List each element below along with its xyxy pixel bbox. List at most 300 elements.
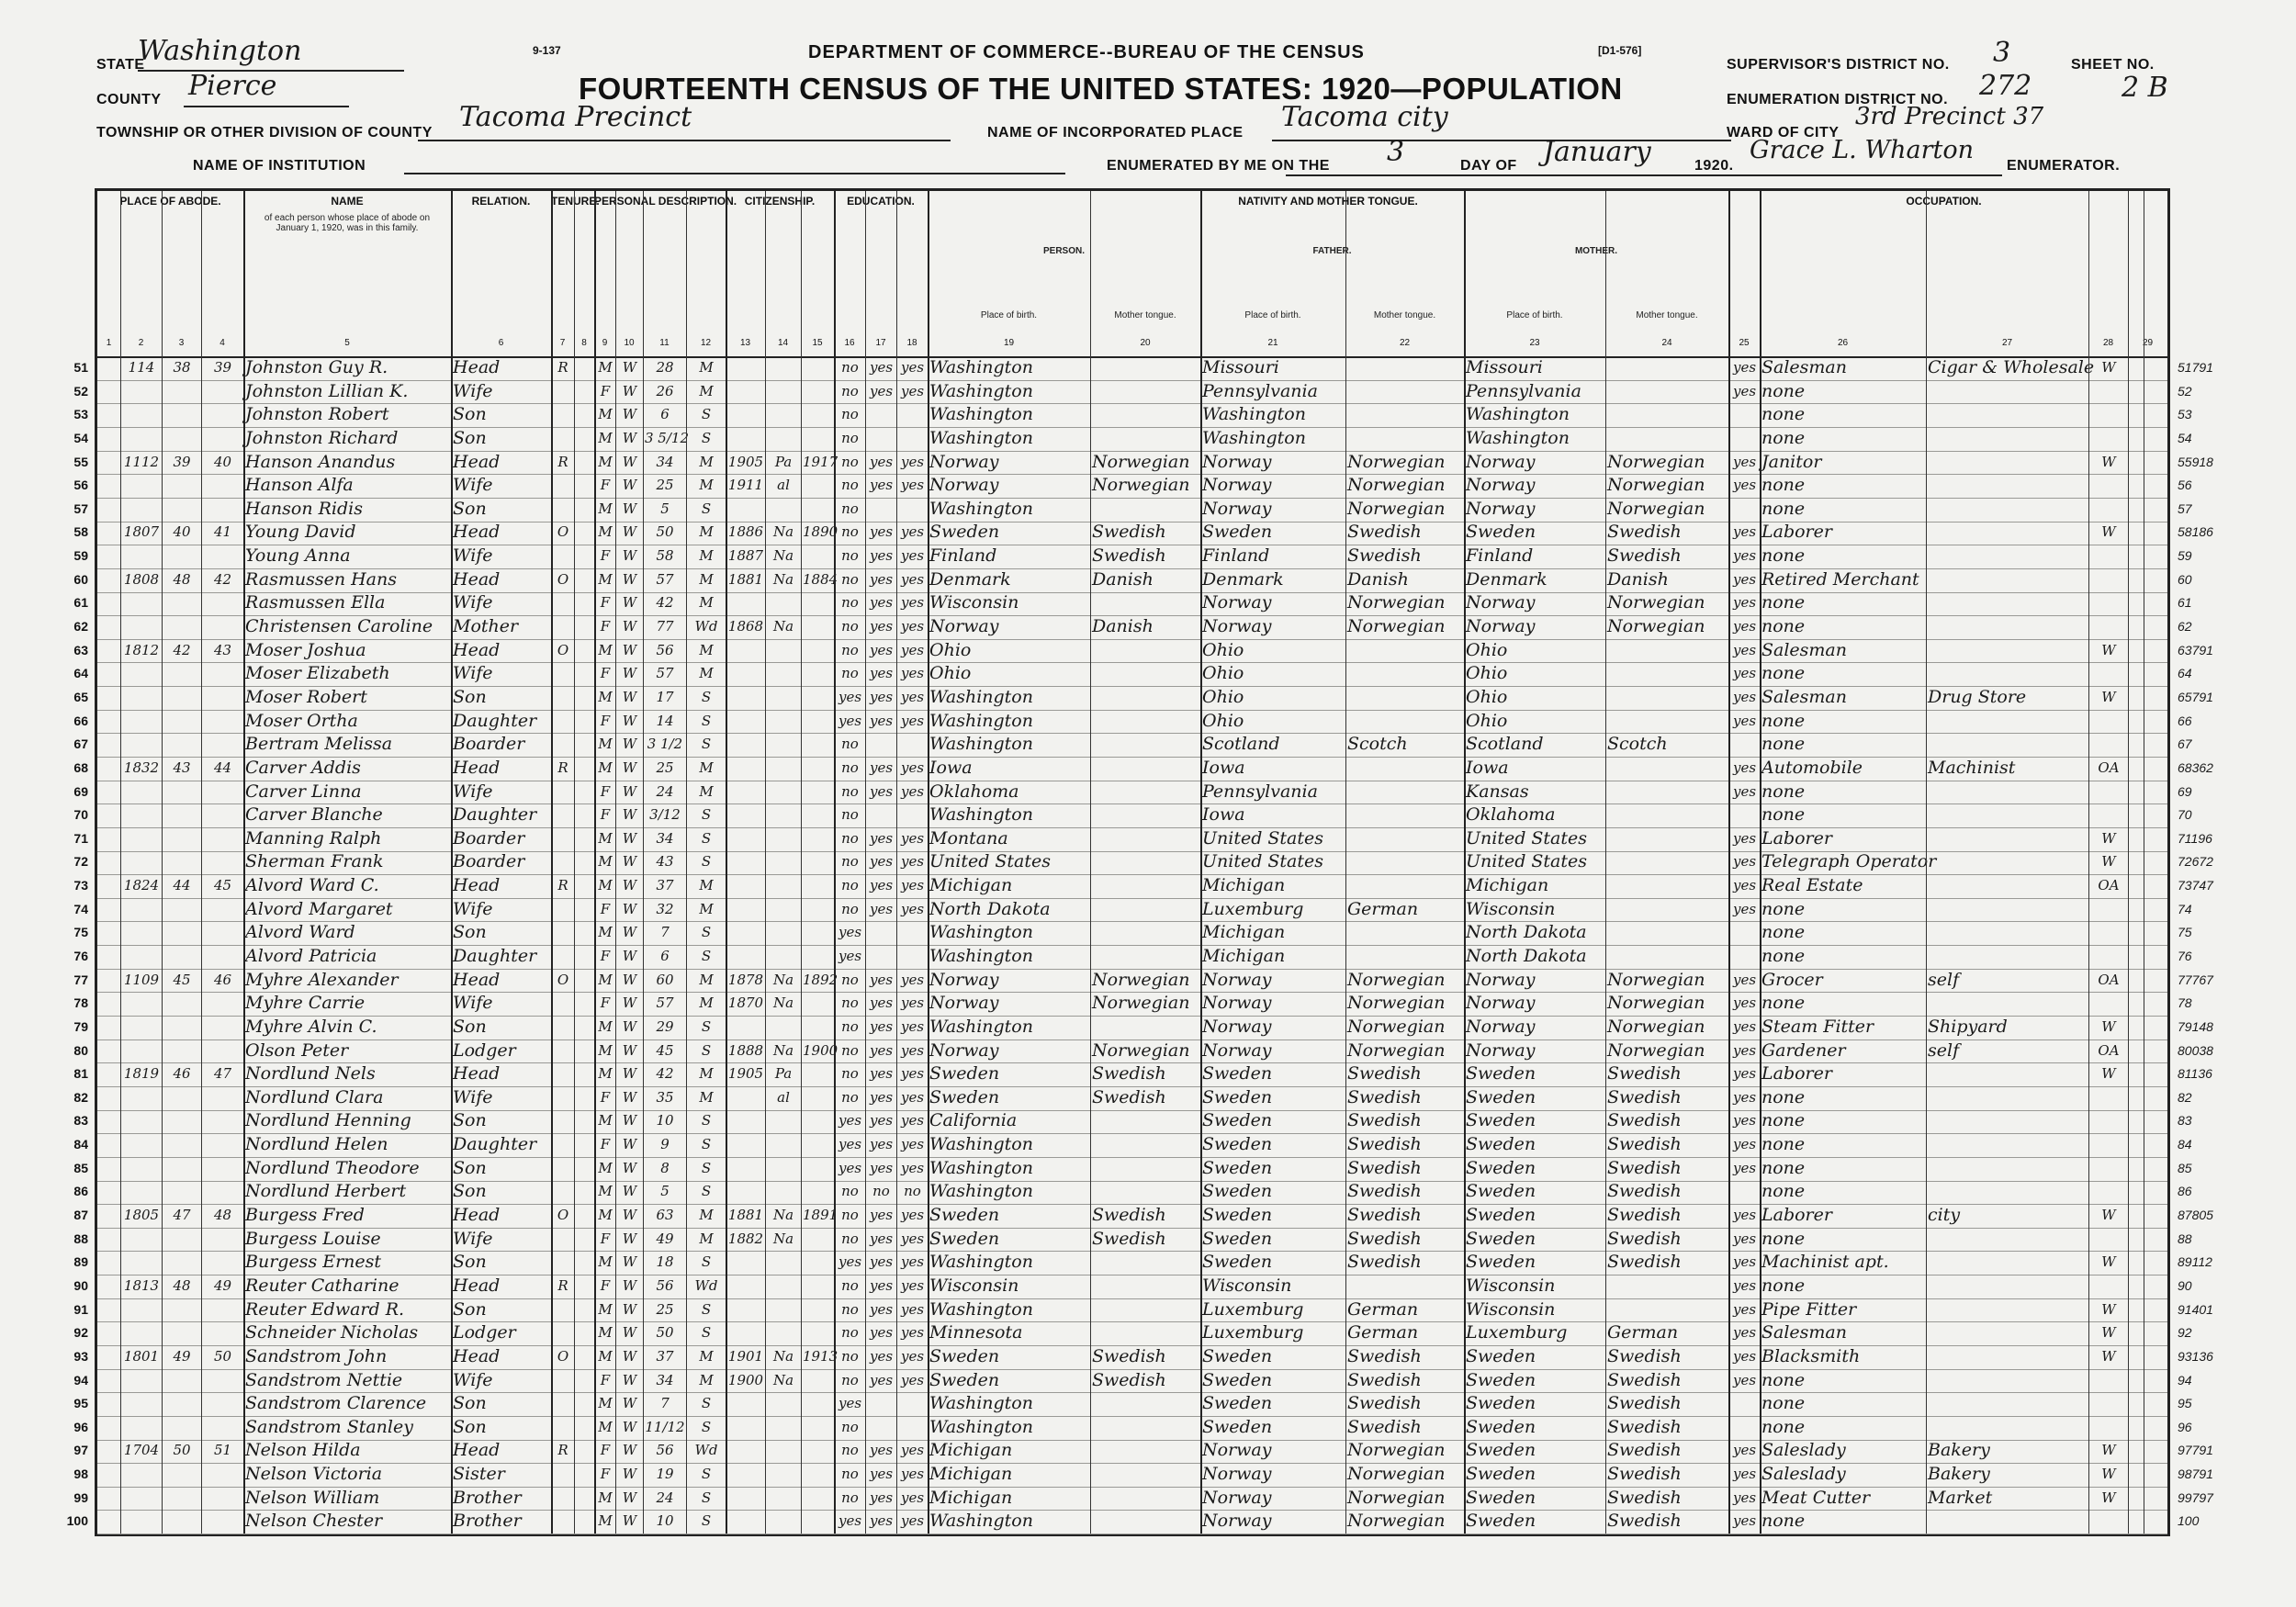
cell-imm (727, 403, 764, 426)
cell-rd (867, 945, 895, 968)
cell-house: 1807 (123, 523, 160, 541)
cell-wr: yes (900, 1512, 925, 1530)
cell-fmt (1347, 827, 1463, 850)
cell-natyr (803, 1228, 833, 1251)
cell-dw (163, 1392, 200, 1415)
cell-race: W (622, 523, 637, 541)
cell-natyr (803, 1016, 833, 1039)
cell-dw (163, 921, 200, 944)
cell-eng: yes (1732, 688, 1757, 705)
cell-sch: no (841, 1466, 859, 1483)
cell-age: 19 (656, 1466, 674, 1483)
cell-rd: yes (869, 382, 894, 399)
cell-mt (1092, 898, 1199, 921)
cell-mar: M (699, 1230, 714, 1247)
cell-dw (163, 1180, 200, 1203)
table-row (73, 1298, 2213, 1323)
cell-fmt: Norwegian (1347, 1039, 1446, 1061)
cell-pob: Norway (929, 616, 999, 637)
cell-age: 25 (656, 477, 674, 494)
cell-fam: 40 (213, 453, 232, 470)
cell-own (553, 498, 573, 521)
cell-sch: no (841, 570, 859, 588)
cell-mpob: Denmark (1466, 568, 1548, 590)
cell-imm: 1911 (727, 477, 764, 494)
cell-eng: yes (1732, 1041, 1757, 1059)
cell-rel: Son (453, 404, 487, 425)
cell-dw (163, 804, 200, 826)
cell-ind (1928, 850, 2088, 873)
right-margin-note: 58186 (2178, 524, 2213, 540)
cell-sex: M (598, 523, 613, 541)
cell-imm (727, 850, 764, 873)
cell-mt (1092, 757, 1199, 780)
cell-fam: 39 (213, 359, 232, 376)
cell-eng: yes (1732, 1512, 1757, 1530)
cell-nat: al (777, 1088, 790, 1106)
cell-fam: 47 (213, 1065, 232, 1083)
cell-fpob: Wisconsin (1202, 1275, 1292, 1296)
cell-rel: Head (453, 969, 501, 990)
cell-age: 32 (656, 900, 674, 917)
cell-wr: yes (900, 665, 925, 682)
line-number: 64 (73, 666, 88, 681)
cell-mt (1092, 498, 1199, 521)
cell-ind (1928, 992, 2088, 1015)
cell-eng: yes (1732, 665, 1757, 682)
cell-natyr (803, 1392, 833, 1415)
cell-sex: M (598, 924, 613, 941)
cell-fmt: Swedish (1347, 1393, 1422, 1414)
cell-cls: W (2101, 1207, 2116, 1224)
line-number: 80 (73, 1042, 88, 1058)
cell-rd: yes (869, 618, 894, 635)
cell-name: Burgess Ernest (245, 1252, 382, 1273)
cell-name: Moser Ortha (245, 710, 358, 731)
cell-imm (727, 662, 764, 685)
incorporated-line (1272, 140, 1731, 141)
cell-natyr (803, 639, 833, 662)
cell-eng (1730, 498, 1759, 521)
cell-rd: yes (869, 453, 894, 470)
cell-wr: yes (900, 759, 925, 776)
cell-wr: yes (900, 877, 925, 894)
cell-fmt: Swedish (1347, 1252, 1422, 1273)
cell-natyr: 1917 (803, 453, 838, 470)
cell-mmt: Norwegian (1607, 616, 1705, 637)
cell-fmt (1347, 686, 1463, 709)
cell-sex: F (600, 806, 611, 824)
cell-fam (203, 1392, 242, 1415)
cell-dw (163, 710, 200, 733)
cell-race: W (622, 1088, 637, 1106)
cell-sex: F (600, 547, 611, 565)
cell-ind (1928, 403, 2088, 426)
cell-sex: M (598, 570, 613, 588)
cell-mar: S (701, 500, 712, 517)
line-number: 73 (73, 878, 88, 893)
cell-race: W (622, 1418, 637, 1435)
column-rule (243, 191, 245, 1534)
cell-imm: 1905 (727, 453, 764, 470)
cell-nat (767, 591, 800, 614)
cell-nat: Na (772, 971, 794, 988)
cell-mt (1092, 781, 1199, 804)
cell-dw (163, 850, 200, 873)
cell-house (122, 1321, 161, 1344)
cell-fam (203, 1016, 242, 1039)
cell-own (553, 1086, 573, 1109)
cell-imm: 1882 (727, 1230, 764, 1247)
cell-rel: Son (453, 1181, 487, 1202)
cell-name: Hanson Anandus (245, 451, 396, 472)
right-margin-note: 97791 (2178, 1443, 2213, 1458)
cell-rd: yes (869, 1276, 894, 1294)
cell-natyr (803, 1275, 833, 1298)
cell-age: 63 (656, 1207, 674, 1224)
line-number: 68 (73, 759, 88, 775)
cell-imm (727, 1439, 764, 1462)
cell-pob: Michigan (929, 1440, 1013, 1461)
cell-wr: yes (900, 359, 925, 376)
table-row (73, 380, 2192, 405)
cell-mar: M (699, 995, 714, 1012)
cell-sex: F (600, 618, 611, 635)
cell-fmt: Norwegian (1347, 1016, 1446, 1037)
cell-dw (163, 1133, 200, 1156)
cell-mpob: Ohio (1466, 710, 1508, 731)
line-number: 51 (73, 360, 88, 375)
cell-mar: M (699, 665, 714, 682)
right-margin-note: 91401 (2178, 1301, 2213, 1317)
column-number: 14 (777, 338, 789, 348)
cell-dw: 44 (173, 877, 191, 894)
line-number: 76 (73, 949, 88, 963)
table-row (73, 757, 2213, 781)
cell-mar: S (701, 736, 712, 753)
right-margin-note: 70 (2178, 807, 2192, 823)
cell-sex: F (600, 1136, 611, 1153)
cell-dw (163, 591, 200, 614)
cell-fam: 50 (213, 1347, 232, 1365)
cell-own (553, 898, 573, 921)
cell-race: W (622, 877, 637, 894)
cell-natyr (803, 380, 833, 403)
column-rule (1605, 191, 1606, 1534)
right-margin-note: 60 (2178, 571, 2192, 587)
cell-pob: Washington (929, 946, 1033, 966)
cell-own (553, 850, 573, 873)
cell-eng: yes (1732, 1088, 1757, 1106)
cell-fmt (1347, 639, 1463, 662)
cell-fmt (1347, 874, 1463, 897)
right-margin-note: 73747 (2178, 878, 2213, 893)
mother-subheader: MOTHER. (1574, 246, 1618, 256)
cell-own (553, 1109, 573, 1132)
cell-ind (1928, 1251, 2088, 1274)
cell-nat (767, 733, 800, 756)
line-number: 78 (73, 995, 88, 1011)
cell-nat (767, 1157, 800, 1180)
cell-fpob: United States (1202, 827, 1324, 848)
table-row (73, 1392, 2192, 1417)
cell-mpob: Washington (1466, 404, 1570, 425)
cell-sex: F (600, 1276, 611, 1294)
cell-house (122, 945, 161, 968)
cell-rel: Wife (453, 993, 493, 1014)
cell-name: Bertram Melissa (245, 734, 393, 755)
cell-pob: Sweden (929, 1205, 1000, 1226)
cell-mt: Swedish (1092, 545, 1166, 567)
cell-dw (163, 380, 200, 403)
cell-natyr (803, 1510, 833, 1533)
cell-eng: yes (1732, 570, 1757, 588)
cell-eng: yes (1732, 1136, 1757, 1153)
cell-ind (1928, 1157, 2088, 1180)
cell-fpob: Finland (1202, 545, 1270, 567)
column-number: 1 (106, 338, 112, 348)
cell-mar: S (701, 1136, 712, 1153)
cell-mt (1092, 686, 1199, 709)
cell-sex: M (598, 1183, 613, 1200)
line-number: 55 (73, 454, 88, 469)
table-row (73, 1416, 2192, 1441)
cell-wr: yes (900, 382, 925, 399)
cell-rd: yes (869, 900, 894, 917)
cell-own: R (557, 759, 568, 776)
cell-occ: none (1761, 1181, 1806, 1202)
cell-eng: yes (1732, 1230, 1757, 1247)
line-number: 56 (73, 478, 88, 493)
cell-sch: no (841, 900, 859, 917)
cell-pob: Wisconsin (929, 1275, 1019, 1296)
cell-eng (1730, 921, 1759, 944)
cell-mmt: Swedish (1607, 1440, 1682, 1461)
cell-rd (867, 427, 895, 450)
cell-rel: Daughter (453, 804, 537, 826)
column-number: 27 (2001, 338, 2013, 348)
cell-race: W (622, 829, 637, 847)
cell-eng: yes (1732, 1112, 1757, 1129)
cell-mt: Swedish (1092, 1345, 1166, 1366)
cell-fpob: Scotland (1202, 734, 1280, 755)
cell-mmt: Swedish (1607, 1369, 1682, 1390)
cell-mmt: Scotch (1607, 734, 1668, 755)
cell-house (122, 921, 161, 944)
cell-pob: Norway (929, 969, 999, 990)
cell-mar: M (699, 782, 714, 800)
cell-wr: yes (900, 1276, 925, 1294)
cell-sex: M (598, 759, 613, 776)
cell-mpob: Ohio (1466, 686, 1508, 707)
table-row (73, 1109, 2192, 1134)
county-label: COUNTY (96, 92, 162, 107)
cell-mt (1092, 662, 1199, 685)
cell-occ: none (1761, 946, 1806, 966)
cell-dw (163, 403, 200, 426)
cell-age: 6 (660, 406, 670, 423)
cell-pob: Sweden (929, 1086, 1000, 1107)
right-margin-note: 59 (2178, 548, 2192, 564)
cell-pob: Washington (929, 734, 1033, 755)
column-number: 18 (906, 338, 917, 348)
right-margin-note: 80038 (2178, 1042, 2213, 1058)
cell-rel: Lodger (453, 1039, 516, 1061)
cell-cls: W (2101, 829, 2116, 847)
cell-imm (727, 1321, 764, 1344)
cell-rel: Boarder (453, 851, 525, 872)
line-number: 66 (73, 713, 88, 728)
cell-ind (1928, 710, 2088, 733)
cell-eng: yes (1732, 995, 1757, 1012)
cell-sex: M (598, 429, 613, 446)
cell-wr (898, 921, 927, 944)
cell-sch: no (841, 1371, 859, 1388)
cell-fam (203, 1487, 242, 1510)
cell-mpob: Scotland (1466, 734, 1544, 755)
cell-house (122, 1251, 161, 1274)
cell-house (122, 1157, 161, 1180)
cell-own (553, 427, 573, 450)
cell-imm: 1888 (727, 1041, 764, 1059)
cell-house (122, 1463, 161, 1486)
cell-fmt: Swedish (1347, 1181, 1422, 1202)
cell-wr: yes (900, 570, 925, 588)
cell-rd: yes (869, 359, 894, 376)
column-number: 17 (875, 338, 886, 348)
cell-rel: Daughter (453, 1134, 537, 1155)
cell-natyr: 1884 (803, 570, 838, 588)
cell-mpob: Norway (1466, 616, 1536, 637)
cell-natyr (803, 1133, 833, 1156)
cell-own (553, 403, 573, 426)
cell-occ: Blacksmith (1761, 1345, 1861, 1366)
cell-rel: Boarder (453, 827, 525, 848)
cell-dw (163, 474, 200, 497)
table-row (73, 874, 2213, 899)
cell-wr (898, 427, 927, 450)
cell-nat (767, 1416, 800, 1439)
cell-mpob: Norway (1466, 451, 1536, 472)
cell-own: O (557, 1207, 569, 1224)
cell-wr: yes (900, 547, 925, 565)
cell-fmt: Norwegian (1347, 969, 1446, 990)
right-margin-note: 77767 (2178, 972, 2213, 987)
cell-dw (163, 427, 200, 450)
cell-sex: F (600, 900, 611, 917)
cell-occ: Real Estate (1761, 875, 1863, 896)
cell-mmt (1607, 898, 1728, 921)
cell-occ: Saleslady (1761, 1440, 1846, 1461)
cell-nat (767, 874, 800, 897)
cell-fmt: Swedish (1347, 1205, 1422, 1226)
cell-mmt: Swedish (1607, 1063, 1682, 1084)
cell-dw (163, 686, 200, 709)
cell-pob: Wisconsin (929, 592, 1019, 613)
cell-nat: Na (772, 1347, 794, 1365)
cell-fam (203, 1298, 242, 1321)
cell-wr: yes (900, 1442, 925, 1459)
column-rule (574, 191, 575, 1534)
cell-mpob: Sweden (1466, 1369, 1536, 1390)
cell-mt (1092, 827, 1199, 850)
cell-nat (767, 1180, 800, 1203)
cell-ind (1928, 1510, 2088, 1533)
cell-rd: yes (869, 477, 894, 494)
cell-fpob: Sweden (1202, 1252, 1273, 1273)
cell-imm (727, 921, 764, 944)
cell-fpob: Sweden (1202, 1134, 1273, 1155)
cell-cls (2090, 1157, 2127, 1180)
table-row (73, 898, 2192, 923)
cell-rel: Wife (453, 898, 493, 919)
cell-mt: Norwegian (1092, 1039, 1190, 1061)
cell-mmt: Swedish (1607, 1345, 1682, 1366)
cell-mar: S (701, 806, 712, 824)
cell-sex: M (598, 1159, 613, 1176)
cell-cls (2090, 804, 2127, 826)
cell-house: 1824 (123, 877, 160, 894)
cell-fmt (1347, 356, 1463, 379)
cell-natyr (803, 545, 833, 568)
cell-mt (1092, 380, 1199, 403)
cell-rel: Boarder (453, 734, 525, 755)
cell-nat (767, 757, 800, 780)
cell-dw (163, 1321, 200, 1344)
enumerator-label: ENUMERATOR. (2007, 158, 2121, 174)
cell-sch: no (841, 523, 859, 541)
table-row (73, 451, 2213, 476)
cell-sch: yes (838, 948, 862, 964)
cell-sch: no (841, 429, 859, 446)
cell-natyr (803, 403, 833, 426)
cell-fpob: Norway (1202, 1039, 1272, 1061)
cell-cls (2090, 781, 2127, 804)
cell-dw (163, 1369, 200, 1392)
state-label: STATE (96, 57, 145, 73)
cell-name: Alvord Margaret (245, 898, 393, 919)
table-row (73, 427, 2192, 452)
cell-eng: yes (1732, 382, 1757, 399)
cell-mmt: Norwegian (1607, 475, 1705, 496)
cell-own (553, 1510, 573, 1533)
cell-fmt: Norwegian (1347, 993, 1446, 1014)
cell-fam (203, 474, 242, 497)
cell-rel: Son (453, 1416, 487, 1437)
cell-sex: M (598, 853, 613, 871)
cell-eng: yes (1732, 1442, 1757, 1459)
cell-fmt: Norwegian (1347, 592, 1446, 613)
cell-mmt (1607, 356, 1728, 379)
cell-fam (203, 710, 242, 733)
cell-pob: Sweden (929, 1369, 1000, 1390)
group-header-education: EDUCATION. (847, 195, 915, 208)
cell-fpob: Pennsylvania (1202, 781, 1318, 802)
cell-mt (1092, 1298, 1199, 1321)
column-rule (1464, 191, 1466, 1534)
cell-cls: W (2101, 359, 2116, 376)
cell-mar: Wd (694, 1442, 718, 1459)
cell-age: 29 (656, 1017, 674, 1035)
cell-nat (767, 1510, 800, 1533)
cell-sch: no (841, 782, 859, 800)
column-number: 23 (1529, 338, 1540, 348)
day-of-label: DAY OF (1460, 158, 1517, 174)
line-number: 82 (73, 1089, 88, 1105)
enumerator-name: Grace L. Wharton (1750, 136, 1974, 164)
cell-occ: none (1761, 616, 1806, 637)
right-margin-note: 88 (2178, 1231, 2192, 1246)
